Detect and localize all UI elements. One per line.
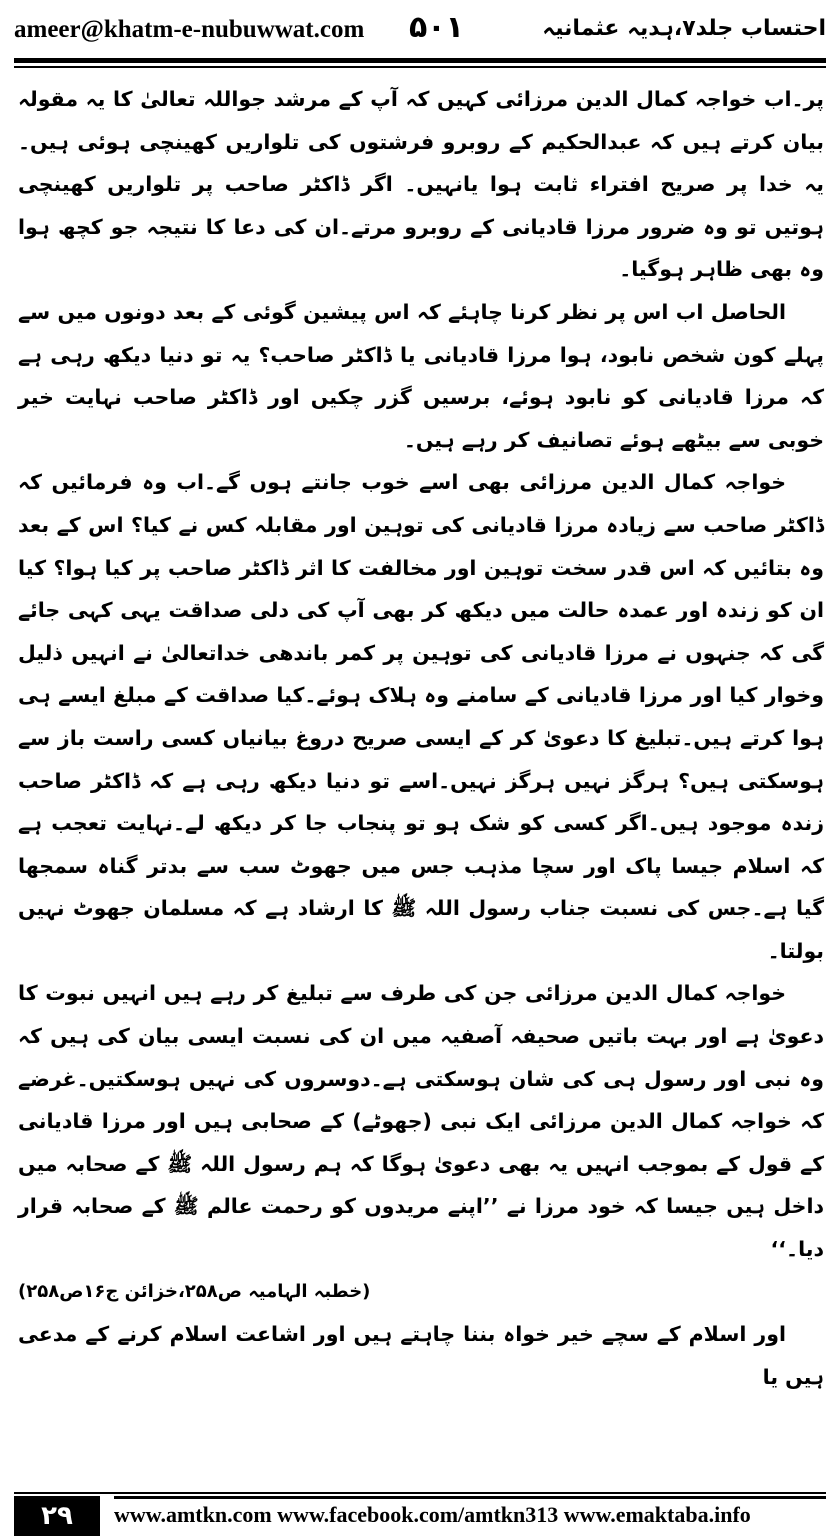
footer-page-number: ۲۹ xyxy=(14,1496,100,1536)
header-rule xyxy=(14,58,826,63)
paragraph-5: اور اسلام کے سچے خیر خواہ بننا چاہتے ہیں اور اشاعت اسلام کرنے کے مدعی ہیں یا xyxy=(18,1322,824,1389)
paragraph-3: خواجہ کمال الدین مرزائی بھی اسے خوب جانتے ہوں گے۔اب وہ فرمائیں کہ ڈاکٹر صاحب سے زیادہ مرزا قادیانی کی توہین اور مقابلہ کس نے کیا؟ اس کے بعد وہ بتائیں کہ اس قدر سخت توہین اور مخالفت کا اثر ڈاکٹر صاحب پر کیا ہوا؟ کیا ان کو زندہ اور عمدہ حالت میں دیکھ کر بھی آپ کی دلی صداقت یہی کہی جائے گی کہ جنہوں نے مرزا قادیانی کی توہین پر کمر باندھی خداتعالیٰ نے انہیں ذلیل وخوار کیا اور مرزا قادیانی کے سامنے وہ ہلاک ہوئے۔کیا صداقت کے مبلغ ایسے ہی ہوا کرتے ہیں۔تبلیغ کا دعویٰ کر کے ایسی صریح دروغ بیانیاں کسی راست باز سے ہوسکتی ہیں؟ ہرگز نہیں ہرگز نہیں۔اسے تو دنیا دیکھ رہی ہے کہ ڈاکٹر صاحب زندہ موجود ہیں۔اگر کسی کو شک ہو تو پنجاب جا کر دیکھ لے۔نہایت تعجب ہے کہ اسلام جیسا پاک اور سچا مذہب جس میں جھوٹ سب سے بدتر گناہ سمجھا گیا ہے۔جس کی نسبت جناب رسول اللہ ﷺ کا ارشاد ہے کہ مسلمان جھوٹ نہیں بولتا۔ xyxy=(18,470,824,963)
page-footer xyxy=(14,1496,826,1536)
footer-links[interactable]: www.amtkn.com www.facebook.com/amtkn313 www.emaktaba.info xyxy=(114,1502,751,1527)
paragraph-4: خواجہ کمال الدین مرزائی جن کی طرف سے تبلیغ کر رہے ہیں انہیں نبوت کا دعویٰ ہے اور بہت باتیں صحیفہ آصفیہ میں ان کی نسبت ایسی بیان کی ہیں کہ وہ نبی اور رسول ہی کی شان ہوسکتی ہے۔دوسروں کی نہیں ہوسکتیں۔غرضے کہ خواجہ کمال الدین مرزائی ایک نبی (جھوٹے) کے صحابی ہیں اور مرزا قادیانی کے قول کے بموجب انہیں یہ بھی دعویٰ ہوگا کہ ہم رسول اللہ ﷺ کے صحابہ میں داخل ہیں جیسا کہ خود مرزا نے ’’اپنے مریدوں کو رحمت عالم ﷺ کے صحابہ قرار دیا۔‘‘ xyxy=(18,981,824,1262)
citation-text: (خطبہ الہامیہ ص۲۵۸،خزائن ج۱۶ص۲۵۸) xyxy=(18,1280,371,1302)
paragraph-2: الحاصل اب اس پر نظر کرنا چاہئے کہ اس پیشین گوئی کے بعد دونوں میں سے پہلے کون شخص نابود، ہوا مرزا قادیانی یا ڈاکٹر صاحب؟ یہ تو دنیا دیکھ رہی ہے کہ مرزا قادیانی کو نابود ہوئے، برسیں گزر چکیں اور ڈاکٹر صاحب نہایت خیر خوبی سے بیٹھے ہوئے تصانیف کر رہے ہیں۔ xyxy=(18,299,824,452)
header-page-number: ۵۰۱ xyxy=(409,10,464,45)
footer-line xyxy=(114,1496,826,1499)
header-rule-thin xyxy=(14,66,826,68)
paragraph-1: پر۔اب خواجہ کمال الدین مرزائی کہیں کہ آپ کے مرشد جواللہ تعالیٰ کا یہ مقولہ بیان کرتے ہیں کہ عبدالحکیم کے روبرو فرشتوں کی تلواریں کھینچی ہوئی ہیں۔ یہ خدا پر صریح افتراء ثابت ہوا یانہیں۔ اگر ڈاکٹر صاحب پر تلواریں کھینچی ہوتیں تو وہ ضرور مرزا قادیانی کے روبرو مرتے۔ان کی دعا کا نتیجہ جو کچھ ہوا وہ بھی ظاہر ہوگیا۔ xyxy=(18,87,824,282)
citation-line xyxy=(18,1271,824,1314)
footer-rule xyxy=(14,1492,826,1494)
header-book-title: احتساب جلد۷،ہدیہ عثمانیہ xyxy=(542,16,826,41)
page-header xyxy=(14,10,826,52)
page-body xyxy=(18,78,824,1478)
header-email: ameer@khatm-e-nubuwwat.com xyxy=(14,16,365,43)
